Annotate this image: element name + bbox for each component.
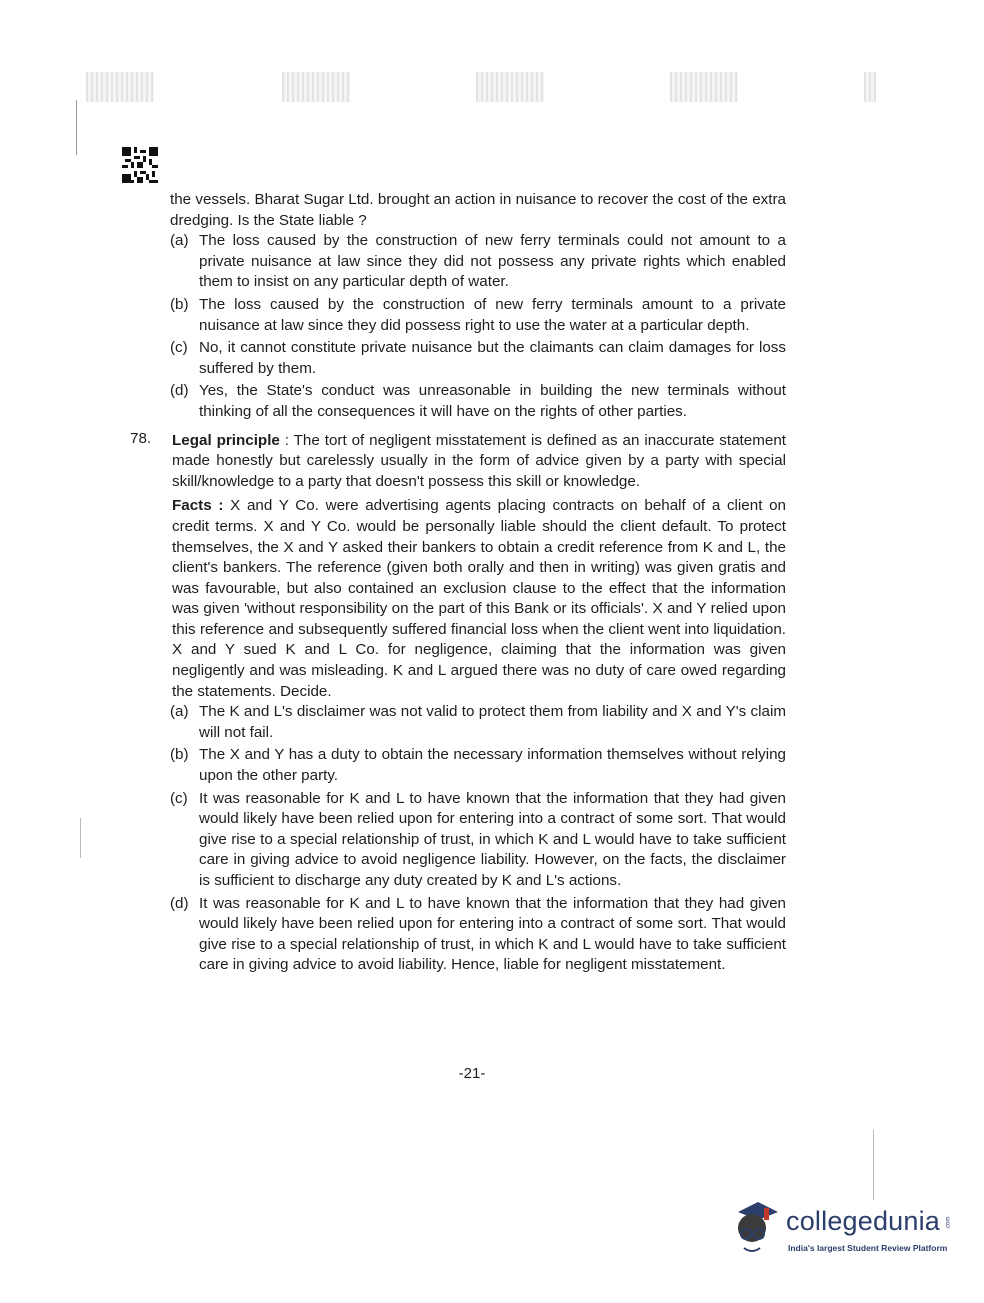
scan-artifact bbox=[864, 72, 876, 102]
scan-artifact bbox=[86, 72, 154, 102]
option-text: The K and L's disclaimer was not valid to protect them from liability and X and Y's claim will not fail. bbox=[199, 703, 786, 741]
principle-label: Legal principle bbox=[172, 431, 280, 449]
principle-text: : The tort of negligent misstatement is defined as an inaccurate statement made honestly but carelessly usually in the form of advice given by a party with special skill/knowledge to a party that doesn't possess this skill or knowledge. bbox=[172, 431, 786, 490]
q77-option-a bbox=[170, 231, 786, 293]
q78-option-b bbox=[170, 745, 786, 786]
q77-intro: the vessels. Bharat Sugar Ltd. brought an action in nuisance to recover the cost of the extra dredging. Is the State liable ? bbox=[170, 191, 786, 229]
scan-artifact bbox=[670, 72, 738, 102]
option-label: (b) bbox=[170, 295, 189, 313]
margin-line bbox=[76, 100, 77, 155]
facts-label: Facts : bbox=[172, 497, 224, 515]
page-number: -21- bbox=[458, 1065, 486, 1082]
option-label: (c) bbox=[170, 339, 188, 357]
logo-name: collegedunia bbox=[786, 1206, 941, 1236]
option-label: (d) bbox=[170, 382, 189, 400]
facts bbox=[172, 496, 786, 702]
option-label: (c) bbox=[170, 789, 188, 807]
option-text: The loss caused by the construction of new ferry terminals could not amount to a private nuisance at law since they did not possess any private rights which enabled them to insist on any particular depth of water. bbox=[199, 232, 786, 291]
facts-text: X and Y Co. were advertising agents placing contracts on behalf of a client on credit terms. X and Y Co. would be personally liable should the client default. To protect themselves, the X and Y asked their bankers to obtain a credit reference from K and L, the client's bankers. The reference (given both orally and then in writing) was given gratis and was favourable, but also contained an exclusion clause to the effect that the information was given 'without responsibility on the part of this Bank or its officials'. X and Y relied upon this reference and subsequently suffered financial loss when the client went into liquidation. X and Y sued K and L Co. for negligence, claiming that the information was given negligently and was misleading. K and L argued there was no duty of care owed regarding the statements. Decide. bbox=[172, 497, 787, 700]
option-text: It was reasonable for K and L to have known that the information that they had given would likely have been relied upon for entering into a contract of some sort. That would give rise to a special relationship of trust, in which K and L would have to take sufficient care in giving advice to avoid negligence liability. However, on the facts, the disclaimer is sufficient to discharge any duty created by K and L's actions. bbox=[199, 789, 786, 889]
question-body bbox=[172, 429, 786, 703]
mascot-icon bbox=[728, 1198, 784, 1258]
margin-line bbox=[80, 818, 81, 858]
q77-option-c bbox=[170, 338, 786, 379]
logo-suffix: .com bbox=[945, 1216, 952, 1230]
option-label: (b) bbox=[170, 746, 189, 764]
option-text: The loss caused by the construction of new ferry terminals amount to a private nuisance at law since they did possess right to use the water at a particular depth. bbox=[199, 295, 786, 334]
collegedunia-logo bbox=[728, 1198, 958, 1268]
q78-option-a bbox=[170, 702, 786, 743]
option-label: (d) bbox=[170, 894, 189, 912]
logo-tagline: India's largest Student Review Platform bbox=[788, 1243, 948, 1253]
option-text: No, it cannot constitute private nuisance but the claimants can claim damages for loss suffered by them. bbox=[199, 339, 786, 377]
question-78 bbox=[130, 429, 786, 703]
q77-option-d bbox=[170, 381, 786, 422]
option-label: (a) bbox=[170, 232, 189, 250]
q78-option-d bbox=[170, 894, 786, 976]
legal-principle bbox=[172, 431, 786, 493]
q77-option-b bbox=[170, 295, 786, 336]
margin-line bbox=[873, 1130, 874, 1200]
question-number: 78. bbox=[130, 429, 152, 447]
scan-artifact bbox=[476, 72, 544, 102]
option-label: (a) bbox=[170, 703, 189, 721]
qr-code-icon bbox=[122, 147, 158, 183]
question-content bbox=[130, 188, 786, 978]
option-text: The X and Y has a duty to obtain the necessary information themselves without relying upon the other party. bbox=[199, 746, 786, 785]
q78-option-c bbox=[170, 789, 786, 892]
scan-artifact bbox=[282, 72, 350, 102]
option-text: Yes, the State's conduct was unreasonable in building the new terminals without thinking of all the consequences it will have on the rights of other parties. bbox=[199, 382, 786, 420]
option-text: It was reasonable for K and L to have known that the information that they had given would likely have been relied upon for entering into a contract of some sort. That would give rise to a special relationship of trust, in which K and L would have to take sufficient care in giving advice to avoid liability. Hence, liable for negligent misstatement. bbox=[199, 894, 786, 974]
